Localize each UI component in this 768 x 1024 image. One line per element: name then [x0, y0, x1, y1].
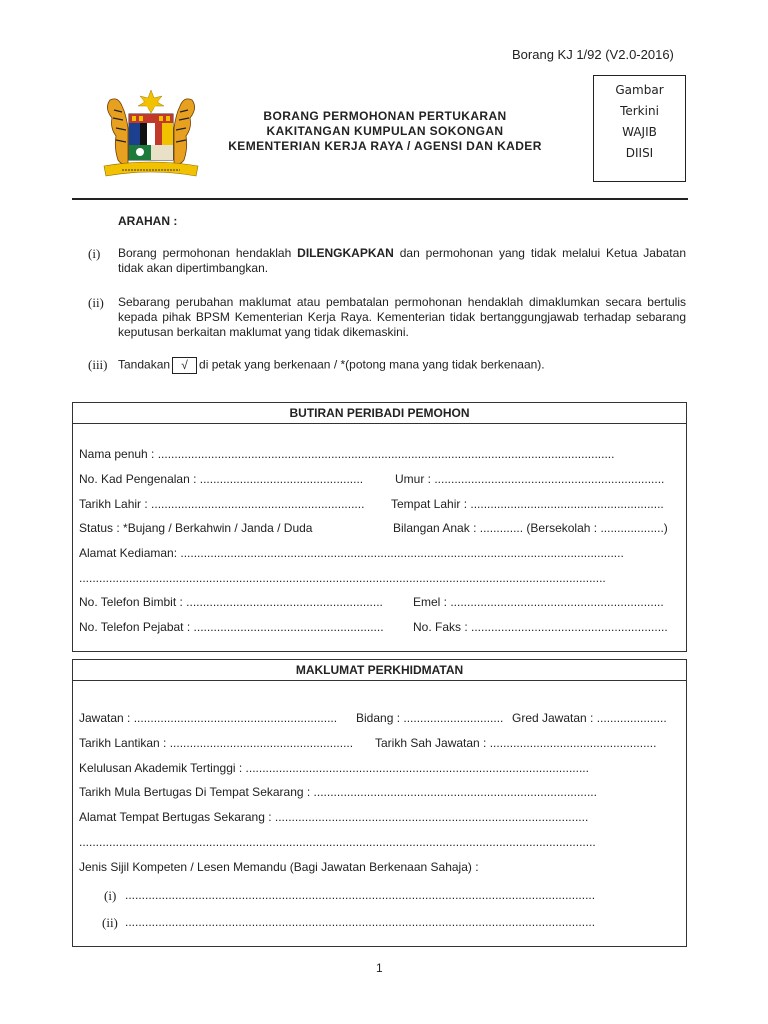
- form-reference: Borang KJ 1/92 (V2.0-2016): [512, 47, 674, 62]
- children-count-field[interactable]: Bilangan Anak : ............. (Bersekolah : ...................): [393, 521, 668, 535]
- mobile-phone-field[interactable]: No. Telefon Bimbit : ...........................................................: [79, 595, 383, 609]
- home-address-field[interactable]: Alamat Kediaman: .....................................................................................................................................: [79, 546, 624, 560]
- field-of-work-field[interactable]: Bidang : ..............................: [356, 711, 504, 725]
- instruction-number: (i): [88, 246, 101, 261]
- instruction-text: Tandakan: [118, 357, 171, 372]
- office-phone-field[interactable]: No. Telefon Pejabat : .........................................................: [79, 620, 384, 634]
- title-line-1: BORANG PERMOHONAN PERTUKARAN: [263, 109, 507, 123]
- birth-date-field[interactable]: Tarikh Lahir : ................................................................: [79, 497, 365, 511]
- personal-details-section: [72, 402, 687, 652]
- section-heading: MAKLUMAT PERKHIDMATAN: [73, 660, 686, 681]
- service-details-section: [72, 659, 687, 947]
- current-workplace-address-field-line-2[interactable]: ...........................................................................................................................................................: [79, 835, 596, 849]
- certificate-field-2[interactable]: .............................................................................................................................................: [125, 915, 596, 929]
- instruction-text: di petak yang berkenaan / *(potong mana yang tidak berkenaan).: [199, 357, 545, 372]
- tick-checkbox[interactable]: √: [172, 357, 197, 374]
- instruction-text: Borang permohonan hendaklah: [118, 246, 298, 260]
- confirmation-date-field[interactable]: Tarikh Sah Jawatan : ..................................................: [375, 736, 657, 750]
- age-field[interactable]: Umur : .....................................................................: [395, 472, 665, 486]
- instruction-number: (iii): [88, 357, 108, 372]
- email-field[interactable]: Emel : ................................................................: [413, 595, 664, 609]
- birth-place-field[interactable]: Tempat Lahir : ..........................................................: [391, 497, 664, 511]
- grade-field[interactable]: Gred Jawatan : .....................: [512, 711, 667, 725]
- marital-status-field[interactable]: Status : *Bujang / Berkahwin / Janda / Duda: [79, 521, 313, 535]
- photo-box[interactable]: [593, 75, 686, 182]
- photo-box-line-2: Terkini: [620, 104, 659, 118]
- certificate-license-label: Jenis Sijil Kompeten / Lesen Memandu (Bagi Jawatan Berkenaan Sahaja) :: [79, 860, 479, 874]
- fax-field[interactable]: No. Faks : ...........................................................: [413, 620, 668, 634]
- instruction-number: (ii): [88, 295, 104, 310]
- ic-number-field[interactable]: No. Kad Pengenalan : .................................................: [79, 472, 364, 486]
- certificate-number: (i): [104, 888, 117, 903]
- title-line-3: KEMENTERIAN KERJA RAYA / AGENSI DAN KADER: [228, 139, 542, 153]
- position-field[interactable]: Jawatan : .............................................................: [79, 711, 338, 725]
- instruction-text: Sebarang perubahan maklumat atau pembatalan permohonan hendaklah dimaklumkan secara bertulis kepada pihak BPSM Kementerian Kerja Raya. Kementerian tidak bertanggungjawab terhadap sebarang keputusan berkaitan maklumat yang tidak dikemaskini.: [118, 295, 686, 339]
- home-address-field-line-2[interactable]: ..............................................................................................................................................................: [79, 571, 606, 585]
- photo-box-line-4: DIISI: [625, 146, 654, 160]
- instructions-heading: ARAHAN :: [118, 214, 178, 228]
- title-line-2: KAKITANGAN KUMPULAN SOKONGAN: [266, 124, 504, 138]
- malaysia-coat-of-arms-logo: [92, 88, 210, 180]
- instruction-item-2: [78, 295, 686, 340]
- full-name-field[interactable]: Nama penuh : .........................................................................................................................................: [79, 447, 615, 461]
- instruction-item-1: [78, 246, 686, 276]
- certificate-field-1[interactable]: .............................................................................................................................................: [125, 888, 596, 902]
- photo-box-line-1: Gambar: [615, 83, 664, 97]
- instruction-item-3: [78, 357, 686, 374]
- current-workplace-address-field[interactable]: Alamat Tempat Bertugas Sekarang : ..............................................................................................: [79, 810, 589, 824]
- page-number: 1: [376, 961, 383, 975]
- instruction-text: dan permohonan yang tidak melalui Ketua Jabatan tidak akan dipertimbangkan.: [118, 246, 686, 275]
- certificate-number: (ii): [102, 915, 118, 930]
- form-title: [215, 109, 555, 154]
- section-heading: BUTIRAN PERIBADI PEMOHON: [73, 403, 686, 424]
- instruction-emphasis: DILENGKAPKAN: [297, 246, 394, 260]
- current-post-start-date-field[interactable]: Tarikh Mula Bertugas Di Tempat Sekarang : .....................................................................................: [79, 785, 597, 799]
- highest-qualification-field[interactable]: Kelulusan Akademik Tertinggi : .......................................................................................................: [79, 761, 589, 775]
- appointment-date-field[interactable]: Tarikh Lantikan : .......................................................: [79, 736, 354, 750]
- header-divider: [72, 198, 688, 200]
- photo-box-line-3: WAJIB: [622, 125, 657, 139]
